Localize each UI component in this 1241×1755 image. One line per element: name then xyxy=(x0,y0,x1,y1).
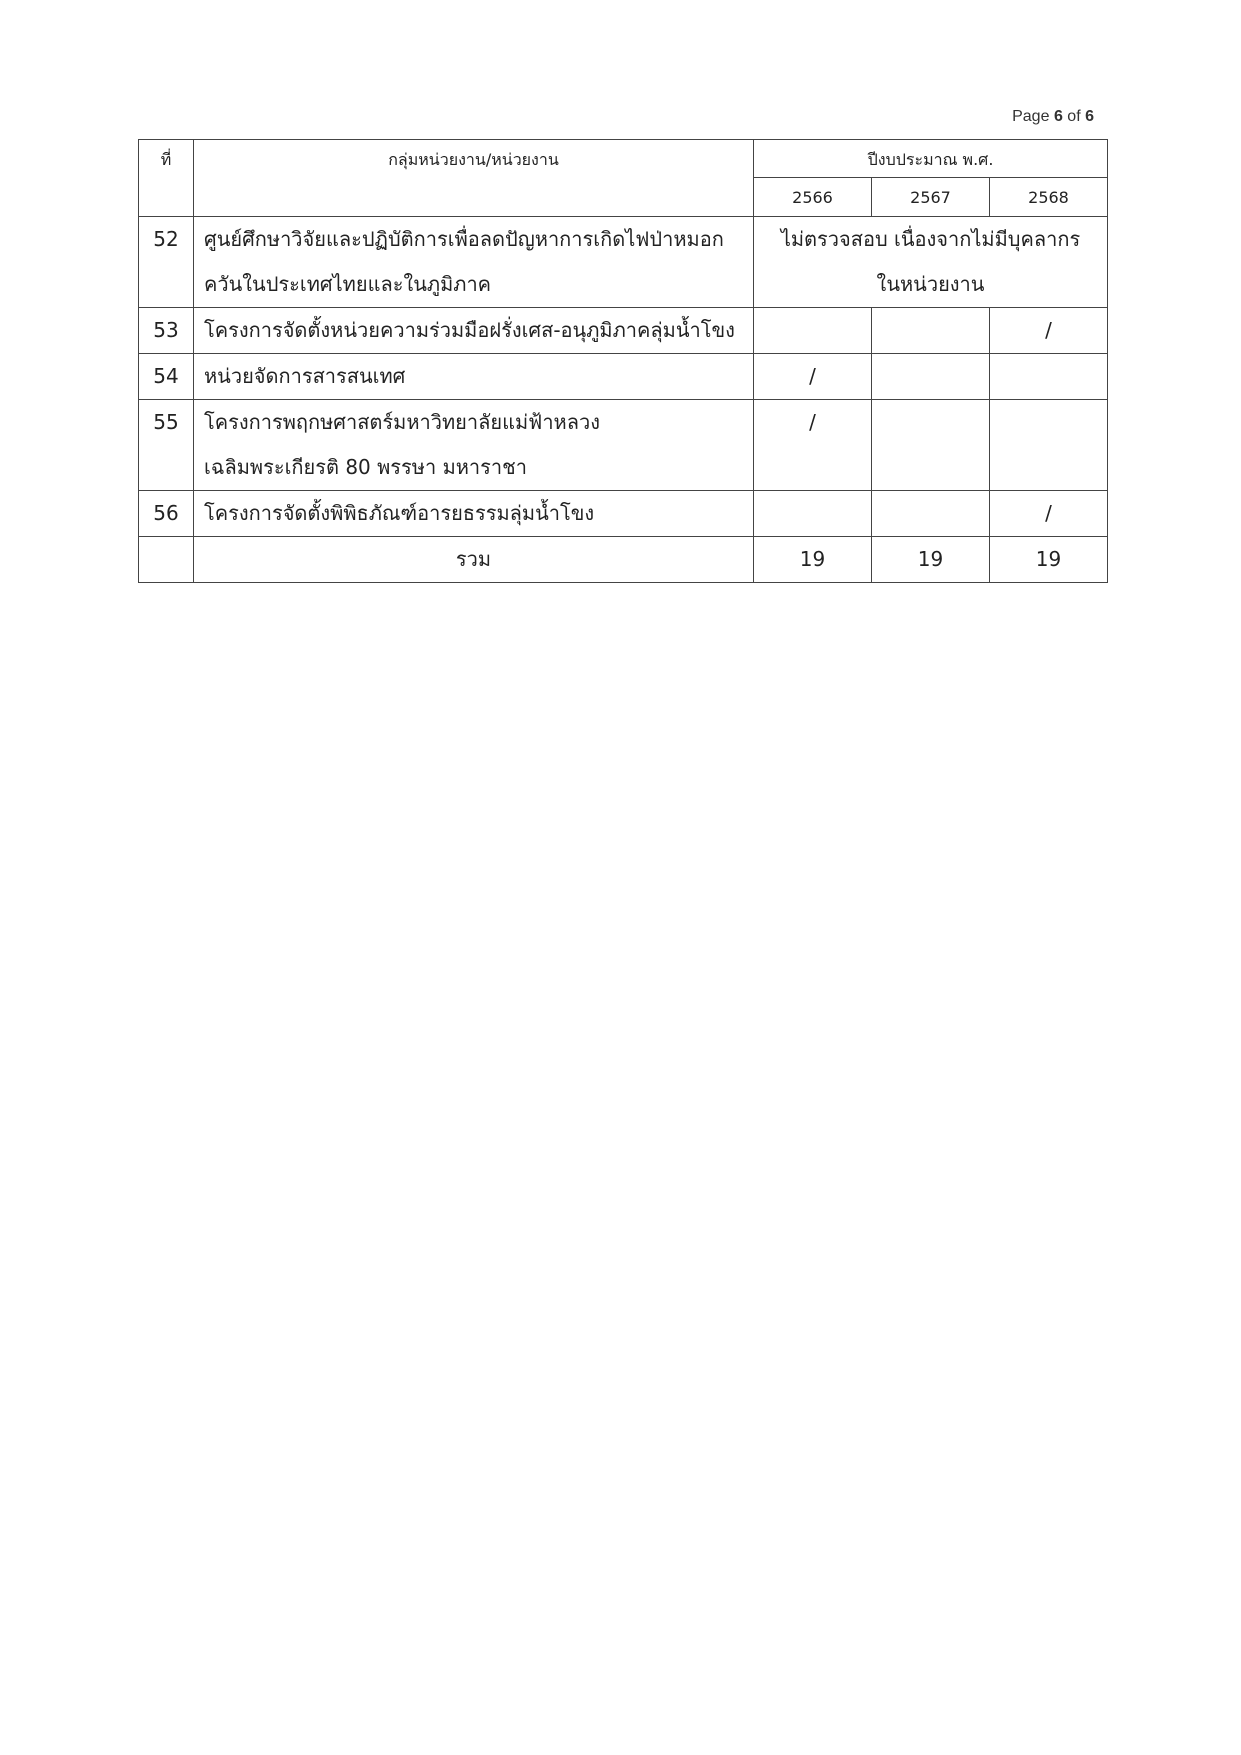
header-year-2568: 2568 xyxy=(990,178,1108,217)
unit-name: โครงการจัดตั้งพิพิธภัณฑ์อารยธรรมลุ่มน้ำโขง xyxy=(194,491,754,537)
unit-name: หน่วยจัดการสารสนเทศ xyxy=(194,354,754,400)
row-number: 53 xyxy=(139,308,194,354)
total-2566: 19 xyxy=(754,537,872,583)
header-year-2566: 2566 xyxy=(754,178,872,217)
note-line: ในหน่วยงาน xyxy=(876,272,985,296)
unit-name xyxy=(194,400,754,491)
total-2567: 19 xyxy=(872,537,990,583)
not-audited-note xyxy=(754,217,1108,308)
unit-name-line: ควันในประเทศไทยและในภูมิภาค xyxy=(204,272,492,296)
mark-2568: / xyxy=(990,491,1108,537)
table-row xyxy=(139,217,1108,308)
mark-2566: / xyxy=(754,354,872,400)
row-number: 52 xyxy=(139,217,194,308)
page-number-total: 6 xyxy=(1085,108,1094,125)
table-row xyxy=(139,354,1108,400)
mark-2566 xyxy=(754,491,872,537)
mark-2567 xyxy=(872,308,990,354)
row-number: 56 xyxy=(139,491,194,537)
header-year-2567: 2567 xyxy=(872,178,990,217)
row-number: 54 xyxy=(139,354,194,400)
mark-2568 xyxy=(990,354,1108,400)
unit-name-line: เฉลิมพระเกียรติ 80 พรรษา มหาราชา xyxy=(204,455,527,479)
header-no: ที่ xyxy=(139,140,194,217)
audit-table xyxy=(138,139,1108,583)
header-unit: กลุ่มหน่วยงาน/หน่วยงาน xyxy=(194,140,754,217)
page-number-current: 6 xyxy=(1053,108,1063,125)
unit-name xyxy=(194,217,754,308)
total-blank-cell xyxy=(139,537,194,583)
total-2568: 19 xyxy=(990,537,1108,583)
mark-2568 xyxy=(990,400,1108,491)
mark-2566 xyxy=(754,308,872,354)
unit-name: โครงการจัดตั้งหน่วยความร่วมมือฝรั่งเศส-อนุภูมิภาคลุ่มน้ำโขง xyxy=(194,308,754,354)
table-row xyxy=(139,308,1108,354)
table-row xyxy=(139,400,1108,491)
note-line: ไม่ตรวจสอบ เนื่องจากไม่มีบุคลากร xyxy=(780,227,1081,251)
mark-2568: / xyxy=(990,308,1108,354)
total-label: รวม xyxy=(194,537,754,583)
mark-2566: / xyxy=(754,400,872,491)
unit-name-line: โครงการพฤกษศาสตร์มหาวิทยาลัยแม่ฟ้าหลวง xyxy=(204,410,600,434)
table-row xyxy=(139,491,1108,537)
total-row xyxy=(139,537,1108,583)
mark-2567 xyxy=(872,400,990,491)
mark-2567 xyxy=(872,354,990,400)
header-fiscal-year: ปีงบประมาณ พ.ศ. xyxy=(754,140,1108,178)
page-number xyxy=(1012,108,1094,126)
page-number-prefix: Page xyxy=(1012,108,1050,125)
page-number-of: of xyxy=(1067,108,1081,125)
row-number: 55 xyxy=(139,400,194,491)
mark-2567 xyxy=(872,491,990,537)
unit-name-line: ศูนย์ศึกษาวิจัยและปฏิบัติการเพื่อลดปัญหาการเกิดไฟป่าหมอก xyxy=(204,227,724,251)
